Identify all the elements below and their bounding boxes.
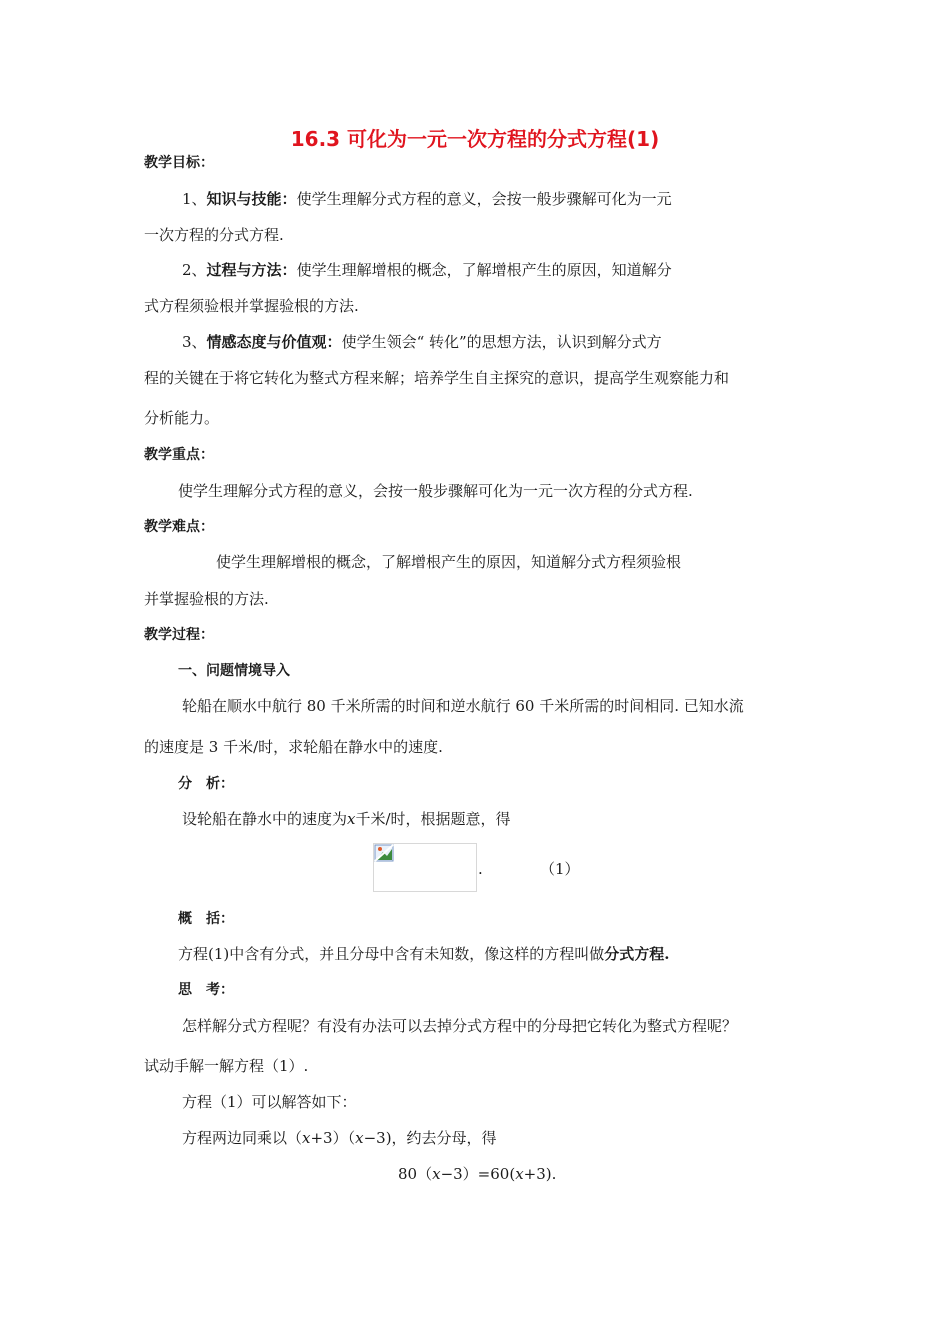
equation-number: （1） xyxy=(540,860,580,878)
key-points-heading: 教学重点： xyxy=(144,447,214,463)
broken-image-icon xyxy=(374,844,394,862)
page-title: 16.3 可化为一元一次方程的分式方程(1) xyxy=(290,127,660,151)
objective-2-line1 xyxy=(182,260,672,280)
solve-line2-mid: +3）（ xyxy=(310,1129,356,1147)
objective-1-line1 xyxy=(182,189,672,209)
process-heading: 教学过程： xyxy=(144,627,214,643)
problem-line2: 的速度是 3 千米/时，求轮船在静水中的速度. xyxy=(144,738,443,756)
solve-line2-post: −3)，约去分母，得 xyxy=(363,1129,497,1147)
think-line2: 试动手解一解方程（1）. xyxy=(144,1057,309,1075)
objective-3-label: 情感态度与价值观： xyxy=(206,333,342,351)
solve-line2-pre: 方程两边同乘以（ xyxy=(182,1129,303,1147)
objective-1-num: 1、 xyxy=(182,190,207,208)
var-x: x xyxy=(347,810,356,828)
analysis-label: 分 析： xyxy=(178,776,234,792)
section-1-heading: 一、问题情境导入 xyxy=(178,663,290,679)
solve-line1: 方程（1）可以解答如下： xyxy=(182,1093,357,1111)
eq2-mid: −3）=60( xyxy=(440,1165,516,1183)
objective-1-label: 知识与技能： xyxy=(206,190,297,208)
var-x: x xyxy=(302,1129,311,1147)
objective-2-num: 2、 xyxy=(182,261,207,279)
difficulties-line1: 使学生理解增根的概念，了解增根产生的原因，知道解分式方程须验根 xyxy=(216,553,682,571)
problem-line1: 轮船在顺水中航行 80 千米所需的时间和逆水航行 60 千米所需的时间相同. 已知水流 xyxy=(182,697,744,715)
think-label: 思 考： xyxy=(178,982,234,998)
think-line1: 怎样解分式方程呢？有没有办法可以去掉分式方程中的分母把它转化为整式方程呢？ xyxy=(182,1017,738,1035)
eq2-pre: 80（ xyxy=(398,1165,433,1183)
objective-3-line3: 分析能力。 xyxy=(144,409,220,427)
summary-text xyxy=(178,944,670,964)
objective-3-line1 xyxy=(182,332,662,352)
summary-term: 分式方程. xyxy=(604,945,670,963)
difficulties-heading: 教学难点： xyxy=(144,519,214,535)
var-x: x xyxy=(355,1129,364,1147)
difficulties-line2: 并掌握验根的方法. xyxy=(144,590,269,608)
analysis-post: 千米/时，根据题意，得 xyxy=(355,810,511,828)
key-points-text: 使学生理解分式方程的意义，会按一般步骤解可化为一元一次方程的分式方程. xyxy=(178,482,693,500)
objective-3-line2: 程的关键在于将它转化为整式方程来解；培养学生自主探究的意识，提高学生观察能力和 xyxy=(144,369,730,387)
var-x: x xyxy=(515,1165,524,1183)
equation-2 xyxy=(398,1164,556,1184)
objectives-heading: 教学目标： xyxy=(144,155,214,171)
solve-line2 xyxy=(182,1128,497,1148)
analysis-text xyxy=(182,809,511,829)
var-x: x xyxy=(432,1165,441,1183)
objective-2-label: 过程与方法： xyxy=(206,261,297,279)
eq2-post: +3). xyxy=(523,1165,557,1183)
analysis-pre: 设轮船在静水中的速度为 xyxy=(182,810,348,828)
equation-period: . xyxy=(478,860,483,878)
summary-main: 方程(1)中含有分式，并且分母中含有未知数，像这样的方程叫做 xyxy=(178,945,605,963)
objective-3-text: 使学生领会“ 转化”的思想方法，认识到解分式方 xyxy=(341,333,662,351)
objective-3-num: 3、 xyxy=(182,333,207,351)
equation-image-placeholder xyxy=(373,843,477,892)
objective-1-line2: 一次方程的分式方程. xyxy=(144,226,284,244)
summary-label: 概 括： xyxy=(178,911,234,927)
objective-2-text: 使学生理解增根的概念，了解增根产生的原因，知道解分 xyxy=(296,261,672,279)
objective-1-text: 使学生理解分式方程的意义，会按一般步骤解可化为一元 xyxy=(296,190,672,208)
objective-2-line2: 式方程须验根并掌握验根的方法. xyxy=(144,297,359,315)
